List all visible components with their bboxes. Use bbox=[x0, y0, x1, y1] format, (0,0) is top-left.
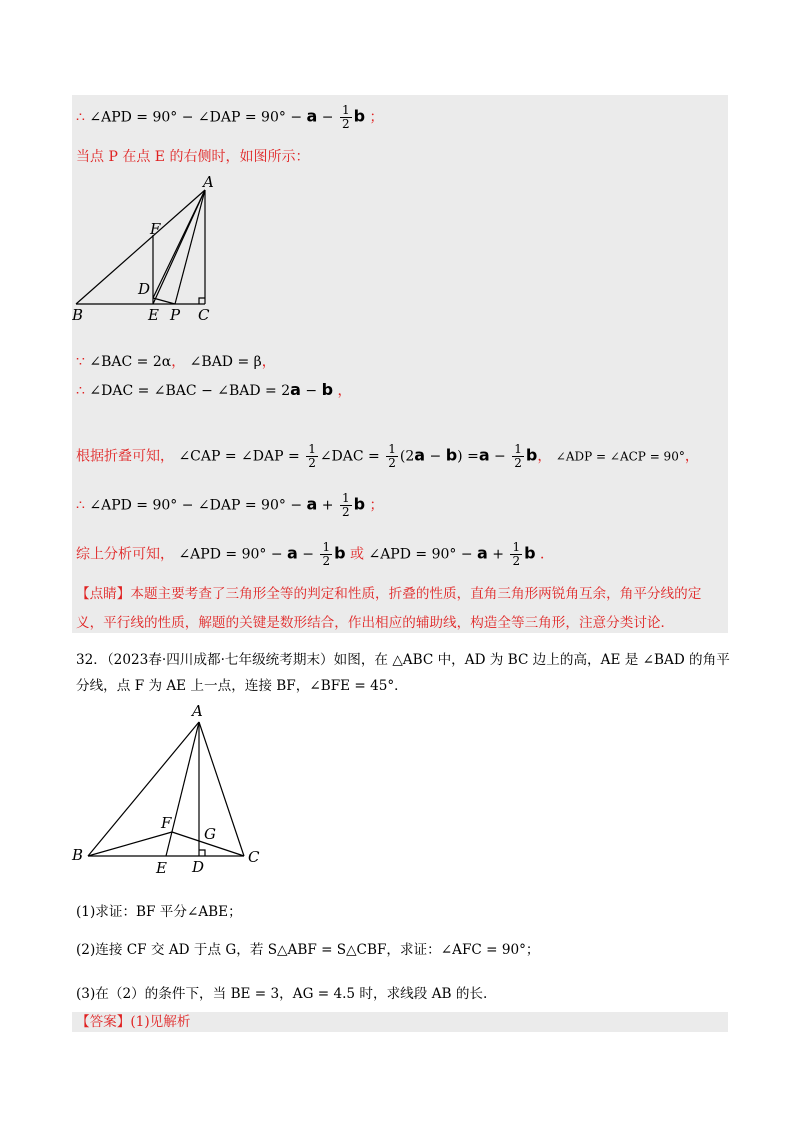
paren-close: ) = bbox=[457, 448, 479, 465]
punct: ， bbox=[684, 448, 699, 465]
fraction-half bbox=[306, 443, 318, 470]
because-symbol: ∵ bbox=[76, 354, 85, 370]
comment-line-2: 义，平行线的性质，解题的关键是数形结合，作出相应的辅助线，构造全等三角形，注意分类讨论． bbox=[76, 615, 675, 631]
fraction-half bbox=[510, 541, 522, 568]
label-d: D bbox=[138, 280, 151, 298]
punct: ． bbox=[540, 546, 555, 563]
solution-line-6 bbox=[76, 492, 384, 519]
solution-line-7 bbox=[76, 541, 554, 568]
frac-den: 2 bbox=[308, 456, 316, 470]
comment-line-1: 【点睛】本题主要考查了三角形全等的判定和性质，折叠的性质，直角三角形两锐角互余，角平分线的定 bbox=[76, 586, 702, 602]
folding-prefix: 根据折叠可知， bbox=[76, 448, 174, 465]
angle-apd-expression: ∠APD = 90° − ∠DAP = 90° − bbox=[89, 497, 303, 514]
punct: ， bbox=[337, 383, 352, 399]
label-e: E bbox=[148, 306, 159, 324]
var-a: a bbox=[414, 445, 426, 465]
angle-adp-expression: ∠ADP = ∠ACP = 90° bbox=[555, 449, 685, 464]
label-b: B bbox=[72, 306, 84, 324]
therefore-symbol: ∴ bbox=[76, 383, 85, 399]
angle-apd-expression: ∠APD = 90° − ∠DAP = 90° − bbox=[89, 109, 303, 126]
var-b: b bbox=[525, 445, 538, 465]
right-angle-mark bbox=[199, 850, 205, 856]
var-a: a bbox=[287, 543, 298, 563]
frac-num: 1 bbox=[341, 103, 350, 117]
segment-bf bbox=[88, 832, 172, 856]
q32-part-1: (1)求证：BF 平分∠ABE； bbox=[76, 904, 242, 920]
frac-num: 1 bbox=[341, 491, 350, 505]
label-d: D bbox=[192, 858, 205, 876]
angle-bac: ∠BAC = 2α bbox=[89, 354, 172, 370]
conclusion-prefix: 综上分析可知， bbox=[76, 546, 174, 563]
frac-num: 1 bbox=[308, 442, 316, 456]
solution-line-2: 当点 P 在点 E 的右侧时，如图所示： bbox=[76, 149, 310, 165]
label-e: E bbox=[156, 859, 167, 877]
minus-sign: − bbox=[297, 546, 315, 563]
or-word: 或 bbox=[345, 546, 369, 563]
punct: ； bbox=[369, 109, 384, 126]
minus-sign: − bbox=[489, 448, 506, 465]
frac-num: 1 bbox=[388, 442, 396, 456]
paren-open: (2 bbox=[399, 448, 415, 465]
frac-den: 2 bbox=[388, 456, 396, 470]
punct: ， bbox=[171, 354, 186, 370]
var-a: a bbox=[306, 494, 318, 514]
q32-line-1: 32．（2023春·四川成都·七年级统考期末）如图，在 △ABC 中，AD 为 BC 边上的高，AE 是 ∠BAD 的角平 bbox=[76, 652, 730, 668]
angle-bad: ∠BAD = β bbox=[189, 354, 262, 370]
label-f: F bbox=[161, 814, 172, 832]
figure-2-triangle bbox=[68, 700, 268, 880]
figure-1-triangle bbox=[72, 172, 217, 324]
solution-line-3 bbox=[76, 352, 276, 372]
fraction-half bbox=[320, 541, 332, 568]
frac-num: 1 bbox=[512, 540, 521, 554]
label-g: G bbox=[204, 825, 216, 843]
var-a: a bbox=[306, 106, 318, 126]
punct: ， bbox=[537, 448, 552, 465]
q32-part-2: (2)连接 CF 交 AD 于点 G，若 S△ABF = S△CBF，求证：∠AFC = 90°； bbox=[76, 942, 540, 958]
minus-sign: − bbox=[425, 448, 442, 465]
label-a: A bbox=[192, 702, 203, 720]
q32-part-3: (3)在（2）的条件下，当 BE = 3，AG = 4.5 时，求线段 AB 的长. bbox=[76, 986, 488, 1002]
var-b: b bbox=[353, 106, 366, 126]
var-a: a bbox=[290, 380, 301, 399]
var-b: b bbox=[353, 494, 366, 514]
frac-den: 2 bbox=[341, 117, 350, 131]
solution-line-1 bbox=[76, 104, 384, 131]
therefore-symbol: ∴ bbox=[76, 109, 85, 126]
var-b: b bbox=[445, 445, 458, 465]
frac-num: 1 bbox=[322, 540, 331, 554]
frac-den: 2 bbox=[322, 554, 331, 568]
frac-den: 2 bbox=[512, 554, 521, 568]
solution-line-4 bbox=[76, 380, 352, 401]
angle-apd-expression: ∠APD = 90° − bbox=[178, 546, 283, 563]
var-a: a bbox=[478, 445, 490, 465]
frac-num: 1 bbox=[514, 442, 522, 456]
answer-line: 【答案】(1)见解析 bbox=[76, 1014, 191, 1030]
label-f: F bbox=[150, 220, 161, 238]
fraction-half bbox=[340, 492, 352, 519]
label-c: C bbox=[248, 848, 260, 866]
angle-cap-expression: ∠CAP = ∠DAP = bbox=[178, 448, 300, 465]
q32-line-2: 分线，点 F 为 AE 上一点，连接 BF，∠BFE = 45°． bbox=[76, 678, 408, 694]
solution-line-5 bbox=[76, 443, 699, 470]
plus-sign: + bbox=[317, 497, 334, 514]
punct: ， bbox=[261, 354, 276, 370]
angle-dac-expression: ∠DAC = ∠BAC − ∠BAD = 2 bbox=[89, 383, 291, 399]
minus-sign: − bbox=[321, 109, 334, 126]
label-b: B bbox=[72, 846, 84, 864]
fraction-half bbox=[512, 443, 524, 470]
angle-apd-expression: ∠APD = 90° − bbox=[368, 546, 473, 563]
label-c: C bbox=[198, 306, 210, 324]
var-b: b bbox=[524, 543, 536, 563]
fraction-half bbox=[340, 104, 352, 131]
fraction-half bbox=[386, 443, 398, 470]
angle-dac: ∠DAC = bbox=[319, 448, 380, 465]
var-a: a bbox=[477, 543, 488, 563]
var-b: b bbox=[321, 380, 334, 399]
punct: ； bbox=[369, 497, 384, 514]
label-p: P bbox=[170, 306, 181, 324]
therefore-symbol: ∴ bbox=[76, 497, 85, 514]
plus-sign: + bbox=[487, 546, 505, 563]
var-b: b bbox=[334, 543, 346, 563]
label-a: A bbox=[203, 173, 214, 191]
frac-den: 2 bbox=[341, 505, 350, 519]
minus-sign: − bbox=[300, 383, 318, 399]
frac-den: 2 bbox=[514, 456, 522, 470]
